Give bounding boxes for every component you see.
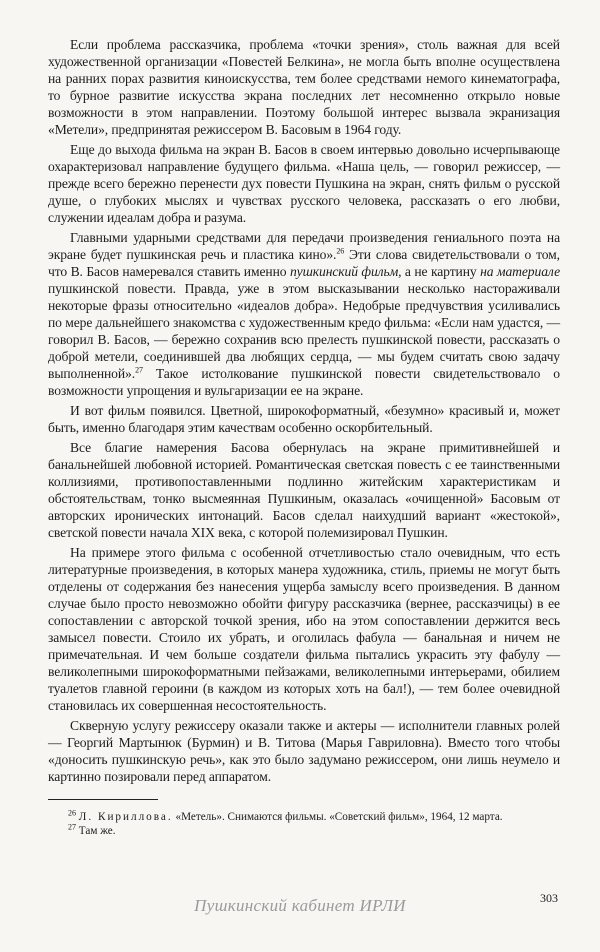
- italic-text: пушкинский фильм: [289, 264, 399, 279]
- footnote-divider: [48, 799, 158, 800]
- footnotes: [48, 810, 560, 838]
- page-body: [48, 36, 560, 838]
- text-run: И вот фильм появился. Цветной, широкоформатный, «безумно» красивый и, может быть, именно благодаря этим качествам особенно оскорбительный.: [48, 403, 560, 435]
- page-number: 303: [540, 891, 558, 905]
- text-run: Если проблема рассказчика, проблема «точки зрения», столь важная для всей художественной организации «Повестей Белкина», не могла быть вполне осуществлена на ранних порах развития киноискусства, тем более средствами немого кинематографа, то бурное развитие искусства экрана последних лет несомненно открыло новые возможности в этом направлении. Поэтому большой интерес вызвала экранизация «Метели», предпринятая режиссером В. Басовым в 1964 году.: [48, 37, 560, 137]
- text-run: Главными ударными средствами для передачи произведения гениального поэта на экране будет пушкинская речь и пластика кино».: [48, 230, 560, 262]
- paragraph: [48, 439, 560, 541]
- text-run: На примере этого фильма с особенной отчетливостью стало очевидным, что есть литературные произведения, в которых манера художника, стиль, приемы не могут быть отделены от содержания без нанесения ущерба замыслу всего произведения. В данном случае было просто невозможно обойти фигуру рассказчика (вернее, рассказчицы) в ее сопоставлении с авторской точкой зрения, ибо на этом сопоставлении держится весь замысел повести. Стоило их убрать, и оголилась фабула — банальная и ничем не примечательная. И чем больше создатели фильма пытались украсить эту фабулу — великолепными широкоформатными пейзажами, великолепными интерьерами, обилием туалетов главной героини (в каждом из которых хоть на бал!), — тем более очевидной становилась их совершенная несостоятельность.: [48, 545, 560, 713]
- paragraph: [48, 717, 560, 785]
- paragraph: [48, 402, 560, 436]
- text-run: Такое истолкование пушкинской повести свидетельствовало о возможности упрощения и вульгаризации ее на экране.: [48, 366, 560, 398]
- text-run: Все благие намерения Басова обернулась на экране примитивнейшей и банальнейшей любовной историей. Романтическая светская повесть с ее таинственными коллизиями, противопоставленными подлинно житейским характеристикам и обстоятельствам, тонко высмеянная Пушкиным, оказалась «очищенной» Басовым от авторских иронических интонаций. Басов сделал наихудший вариант «жестокой», светской повести начала XIX века, с которой полемизировал Пушкин.: [48, 440, 560, 540]
- footnote-number: 27: [68, 822, 76, 832]
- paragraph: [48, 544, 560, 714]
- paragraph: [48, 229, 560, 399]
- paragraph: [48, 141, 560, 226]
- text-run: пушкинской повести. Правда, уже в этом высказывании несколько настораживали некоторые фразы относительно «идеалов добра». Недобрые предчувствия усиливались по мере дальнейшего знакомства с художественным кредо фильма: «Если нам удастся, — говорил В. Басов, — бережно сохранив всю прелесть пушкинской повести, рассказать о доброй метели, соединившей два любящих сердца, — мы будем считать свою задачу выполненной».: [48, 281, 560, 381]
- footnote: [48, 810, 560, 824]
- footnote: [48, 824, 560, 838]
- footnote-number: 26: [68, 808, 76, 818]
- footnote-author: Л. Кириллова.: [78, 811, 173, 823]
- footnote-text: «Метель». Снимаются фильмы. «Советский фильм», 1964, 12 марта.: [172, 811, 503, 823]
- footnote-ref: 26: [336, 246, 345, 256]
- text-run: , а не картину: [398, 264, 481, 279]
- paragraph: [48, 36, 560, 138]
- footnote-text: Там же.: [78, 825, 116, 837]
- text-run: Скверную услугу режиссеру оказали также и актеры — исполнители главных ролей — Георгий Мартынюк (Бурмин) и В. Титова (Марья Гавриловна). Вместо того чтобы «доносить пушкинскую речь», как это было задумано режиссером, они лишь неумело и картинно позировали перед аппаратом.: [48, 718, 560, 784]
- footnote-ref: 27: [135, 365, 143, 375]
- text-run: Еще до выхода фильма на экран В. Басов в своем интервью довольно исчерпывающе охарактеризовал направление будущего фильма. «Наша цель, — говорил режиссер, — прежде всего бережно перенести дух повести Пушкина на экран, снять фильм о русской душе, о глубоких мыслях и чувствах русского человека, рассказать о его любви, служении идеалам добра и разума.: [48, 142, 560, 225]
- main-text: [48, 36, 560, 785]
- text-run: Эти слова свидетельствовали о том, что В. Басов намеревался ставить именно: [48, 247, 560, 279]
- italic-text: на материале: [480, 264, 560, 279]
- watermark: Пушкинский кабинет ИРЛИ: [194, 896, 406, 915]
